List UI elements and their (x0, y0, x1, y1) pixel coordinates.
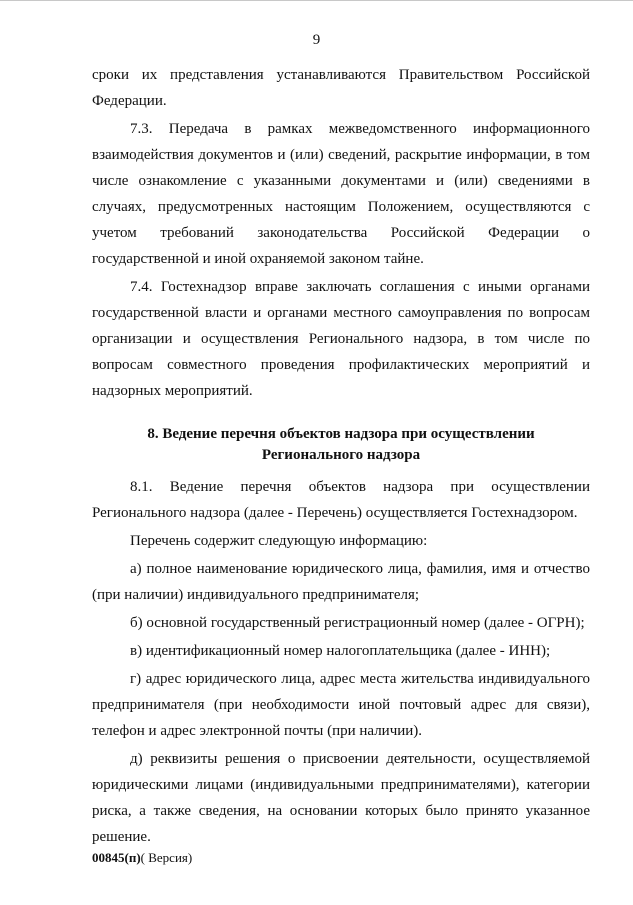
list-item-d: д) реквизиты решения о присвоении деятельности, осуществляемой юридическими лицами (индивидуальными предпринимателями), категории риска, а также сведения, на основании которых было принято указанное решение. (92, 751, 590, 845)
list-item-g: г) адрес юридического лица, адрес места жительства индивидуального предпринимателя (при необходимости иной почтовый адрес для связи), телефон и адрес электронной почты (при наличии). (92, 671, 590, 739)
document-version: ( Версия) (140, 850, 193, 865)
list-item-b: б) основной государственный регистрационный номер (далее - ОГРН); (130, 615, 585, 631)
section-heading-line-2: Регионального надзора (261, 447, 421, 463)
paragraph-8-1: 8.1. Ведение перечня объектов надзора при осуществлении Регионального надзора (далее - Перечень) осуществляется Гостехнадзором. (92, 479, 590, 521)
list-item-a: а) полное наименование юридического лица, фамилия, имя и отчество (при наличии) индивидуального предпринимателя; (92, 561, 590, 603)
section-heading-line-1: 8. Ведение перечня объектов надзора при осуществлении (147, 426, 535, 442)
list-item-v: в) идентификационный номер налогоплательщика (далее - ИНН); (130, 643, 551, 659)
paragraph-7-4: 7.4. Гостехнадзор вправе заключать соглашения с иными органами государственной власти и органами местного самоуправления по вопросам организации и осуществления Регионального надзора, в том числе по вопросам совместного проведения профилактических мероприятий и надзорных мероприятий. (92, 279, 590, 399)
document-code: 00845(п) (92, 850, 141, 865)
paragraph-continuation: сроки их представления устанавливаются Правительством Российской Федерации. (92, 67, 590, 109)
section-heading-8 (92, 424, 590, 466)
page-top-edge (0, 0, 633, 1)
paragraph-list-intro: Перечень содержит следующую информацию: (130, 533, 428, 549)
document-footer (92, 850, 192, 866)
page-number: 9 (312, 32, 321, 48)
document-body (92, 62, 590, 850)
paragraph-7-3: 7.3. Передача в рамках межведомственного информационного взаимодействия документов и (или) сведений, раскрытие информации, в том числе ознакомление с указанными документами и (или) сведениями в случаях, предусмотренных настоящим Положением, осуществляются с учетом требований законодательства Российской Федерации о государственной и иной охраняемой законом тайне. (92, 121, 590, 267)
